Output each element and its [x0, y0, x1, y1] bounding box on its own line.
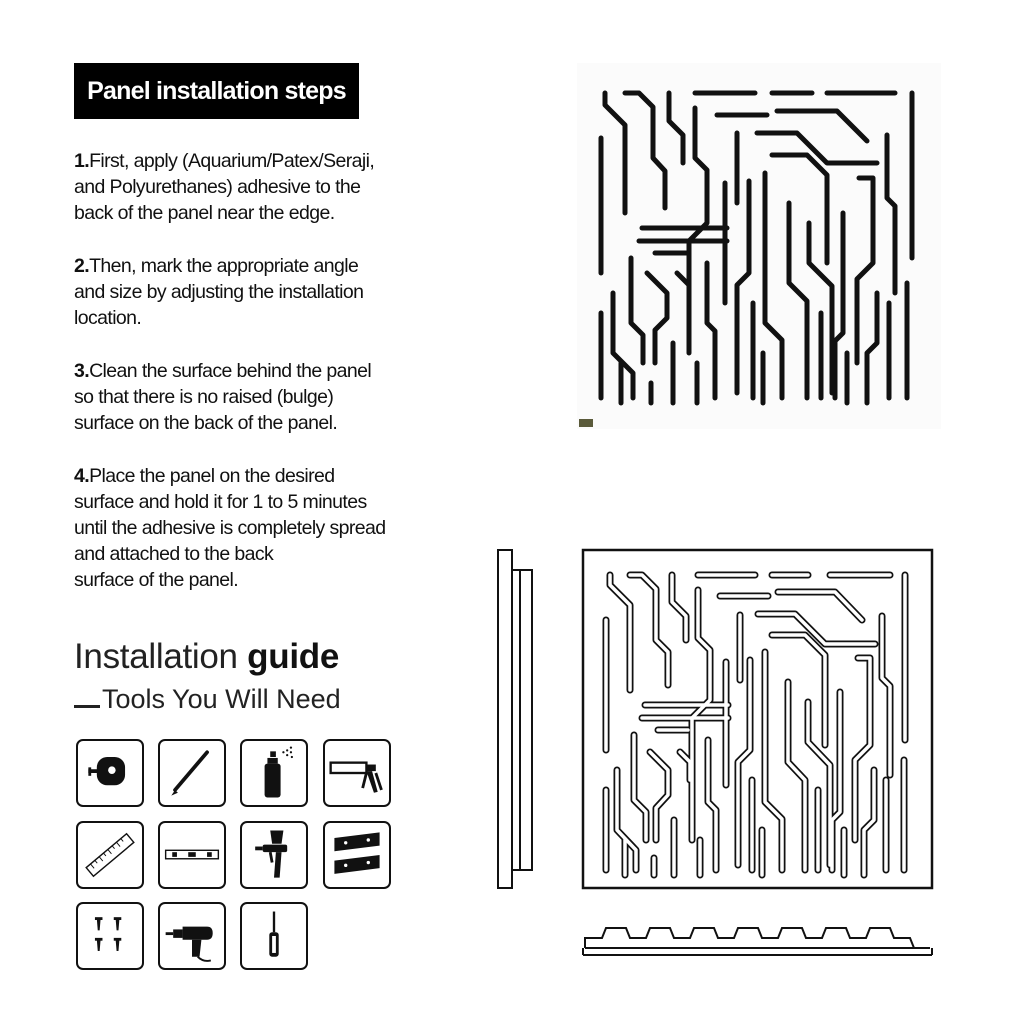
page-title: Panel installation steps	[74, 63, 359, 119]
step-4	[74, 463, 434, 593]
step-number: 2.	[74, 255, 90, 277]
step-text-line: First, apply (Aquarium/Patex/Seraji,	[89, 150, 375, 172]
caulking-gun-icon	[323, 739, 391, 807]
pencil-icon	[158, 739, 226, 807]
tape-measure-icon	[76, 739, 144, 807]
subtitle-dash	[74, 705, 100, 708]
subtitle-text: Tools You Will Need	[102, 684, 341, 714]
panel-technical-drawing	[490, 540, 940, 970]
step-text-line: Then, mark the appropriate angle	[89, 255, 359, 277]
step-1	[74, 148, 434, 226]
step-text-line: and size by adjusting the installation	[74, 281, 364, 303]
spirit-level-icon	[158, 821, 226, 889]
ruler-icon	[76, 821, 144, 889]
spray-gun-icon	[240, 821, 308, 889]
step-text-line: and Polyurethanes) adhesive to the	[74, 176, 361, 198]
panel-side-view	[498, 550, 532, 888]
step-number: 3.	[74, 360, 90, 382]
step-text-line: surface of the panel.	[74, 569, 239, 591]
step-text-line: location.	[74, 307, 142, 329]
screws-icon	[76, 902, 144, 970]
guide-title	[74, 637, 339, 677]
step-text-line: so that there is no raised (bulge)	[74, 386, 334, 408]
panel-photo	[577, 63, 941, 429]
step-3	[74, 358, 434, 436]
step-2	[74, 253, 434, 331]
guide-subtitle	[74, 684, 341, 715]
guide-title-bold: guide	[247, 637, 339, 676]
step-text-line: surface on the back of the panel.	[74, 412, 338, 434]
step-text-line: until the adhesive is completely spread	[74, 517, 386, 539]
spray-can-icon	[240, 739, 308, 807]
drill-icon	[158, 902, 226, 970]
step-text-line: Clean the surface behind the panel	[89, 360, 372, 382]
guide-title-regular: Installation	[74, 637, 248, 676]
step-text-line: back of the panel near the edge.	[74, 202, 335, 224]
step-text-line: surface and hold it for 1 to 5 minutes	[74, 491, 367, 513]
panel-front-view	[583, 550, 932, 888]
step-number: 4.	[74, 465, 90, 487]
panel-bottom-profile	[583, 928, 932, 955]
step-text-line: and attached to the back	[74, 543, 274, 565]
screwdriver-icon	[240, 902, 308, 970]
mounting-brackets-icon	[323, 821, 391, 889]
step-text-line: Place the panel on the desired	[89, 465, 335, 487]
step-number: 1.	[74, 150, 90, 172]
